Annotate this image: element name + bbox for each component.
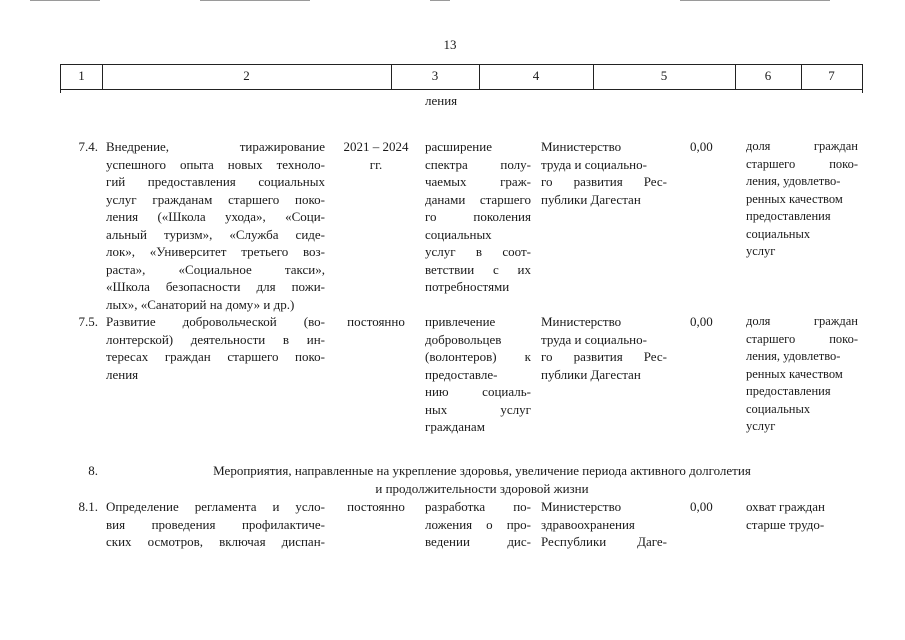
scan-edge-line — [200, 0, 310, 1]
period-text: постоянно — [347, 314, 405, 329]
scan-edge-line — [30, 0, 100, 1]
row-number: 8.1. — [78, 499, 98, 514]
amount-value: 0,00 — [690, 499, 713, 514]
activity-text: Развитие добровольческой (во- лонтерской) деятельности в ин- тересах граждан старшего поко- ления — [106, 314, 325, 382]
executor-text: Министерство труда и социально- го развития Рес- публики Дагестан — [541, 139, 667, 207]
result-text: расширение спектра полу- чаемых граж- данами старшего го поколения социальных услуг в соот- ветствии с их потребностями — [425, 139, 531, 294]
activity-text: Определение регламента и усло- вия проведения профилактиче- ских осмотров, включая диспан- — [106, 499, 325, 549]
column-header-4: 4 — [479, 65, 594, 89]
column-header-1: 1 — [61, 65, 103, 89]
indicator-text: охват граждан старше трудо- — [746, 499, 825, 532]
executor-text: Министерство здравоохранения Республики Даге- — [541, 499, 667, 549]
continuation-text: ления — [425, 93, 458, 108]
indicator-text: доля граждан старшего поко- ления, удовлетво- ренных качеством предоставления социальных услуг — [746, 139, 858, 258]
page-number: 13 — [443, 37, 457, 52]
executor-text: Министерство труда и социально- го развития Рес- публики Дагестан — [541, 314, 667, 382]
amount-value: 0,00 — [690, 314, 713, 329]
section-number: 8. — [88, 463, 98, 478]
column-header-3: 3 — [391, 65, 480, 89]
table-header-row — [60, 64, 863, 90]
period-text: 2021 – 2024 гг. — [343, 139, 409, 172]
column-header-7: 7 — [828, 68, 835, 83]
table-border — [60, 89, 61, 93]
scan-edge-line — [430, 0, 450, 1]
result-text: разработка по- ложения о про- ведении дис- — [425, 499, 531, 549]
amount-value: 0,00 — [690, 139, 713, 154]
indicator-text: доля граждан старшего поко- ления, удовлетво- ренных качеством предоставления социальных услуг — [746, 314, 858, 433]
row-number: 7.4. — [78, 139, 98, 154]
period-text: постоянно — [347, 499, 405, 514]
scan-edge-line — [680, 0, 830, 1]
table-border — [862, 89, 863, 93]
row-number: 7.5. — [78, 314, 98, 329]
section-title: Мероприятия, направленные на укрепление здоровья, увеличение периода активного долголетия и продолжительности здоровой жизни — [213, 463, 751, 496]
column-header-2: 2 — [102, 65, 392, 89]
column-header-6: 6 — [735, 65, 802, 89]
result-text: привлечение добровольцев (волонтеров) к предоставле- нию социаль- ных услуг гражданам — [425, 314, 531, 434]
activity-text: Внедрение, тиражирование успешного опыта новых техноло- гий предоставления социальных услуг гражданам старшего поко- ления («Школа ухода», «Соци- альный туризм», «Служба сиде- лок», «Университет третьего воз- раста», «Социальное такси», «Школа безопасности для пожи- лых», «Санаторий на дому» и др.) — [106, 139, 325, 312]
column-header-5: 5 — [593, 65, 736, 89]
